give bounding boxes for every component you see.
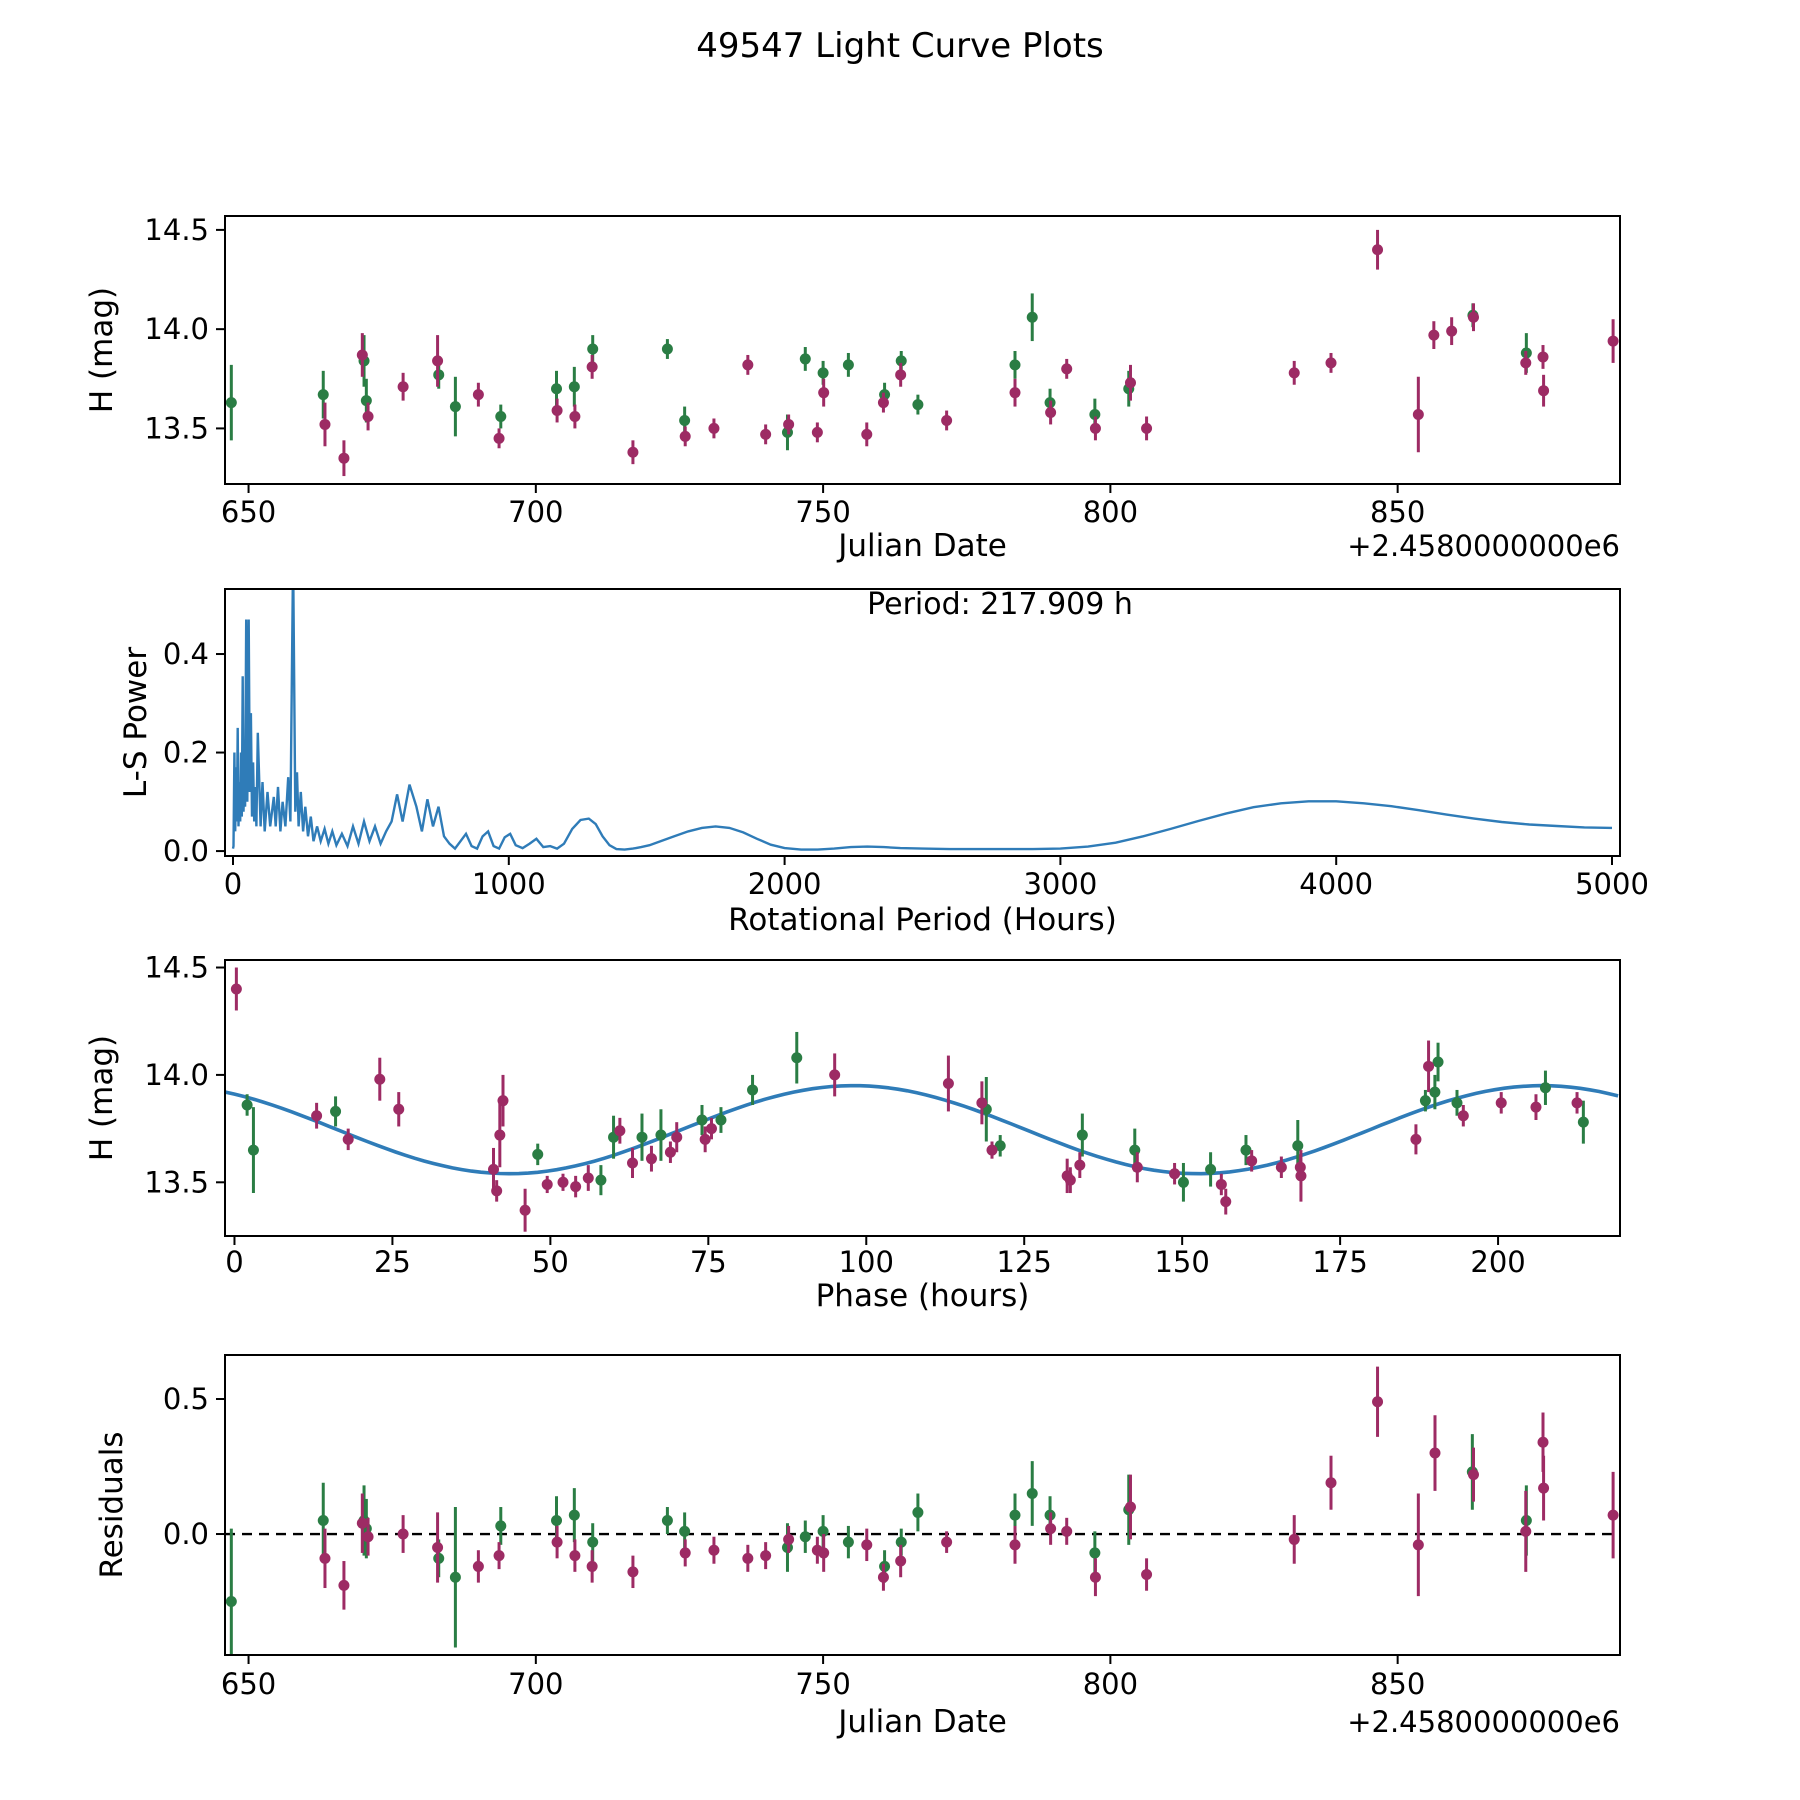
- data-point: [1530, 1102, 1541, 1113]
- data-point: [1010, 1539, 1021, 1550]
- data-point: [398, 1529, 409, 1540]
- data-point: [1538, 351, 1549, 362]
- x-tick-label: 850: [1369, 495, 1426, 529]
- axes-frame: [225, 960, 1620, 1236]
- data-point: [1428, 330, 1439, 341]
- x-tick-label: 650: [220, 1667, 277, 1701]
- data-point: [552, 1537, 563, 1548]
- data-point: [662, 344, 673, 355]
- data-point: [587, 361, 598, 372]
- data-point: [941, 415, 952, 426]
- x-tick-label: 125: [996, 1245, 1052, 1279]
- x-tick-label: 1000: [471, 867, 546, 901]
- data-point: [742, 1553, 753, 1564]
- data-point: [783, 1534, 794, 1545]
- data-point: [895, 1556, 906, 1567]
- data-point: [318, 389, 329, 400]
- y-tick-label: 0.2: [162, 735, 209, 770]
- data-point: [569, 1550, 580, 1561]
- y-tick-label: 13.5: [144, 1165, 209, 1200]
- data-point: [338, 453, 349, 464]
- data-point: [450, 1572, 461, 1583]
- plot-area-residuals: [225, 1367, 1620, 1675]
- axes-frame: [225, 216, 1620, 484]
- data-point: [1520, 1526, 1531, 1537]
- data-point: [1027, 312, 1038, 323]
- data-point: [494, 433, 505, 444]
- purple-series: [319, 1367, 1618, 1610]
- data-point: [569, 381, 580, 392]
- data-point: [357, 349, 368, 360]
- data-point: [495, 1520, 506, 1531]
- data-point: [1326, 357, 1337, 368]
- data-point: [1125, 377, 1136, 388]
- data-point: [587, 1561, 598, 1572]
- data-point: [791, 1052, 802, 1063]
- data-point: [1010, 387, 1021, 398]
- data-point: [662, 1515, 673, 1526]
- data-point: [1538, 1437, 1549, 1448]
- x-axis-label: Rotational Period (Hours): [728, 902, 1117, 938]
- x-tick-label: 25: [373, 1245, 411, 1279]
- x-tick-label: 75: [689, 1245, 727, 1279]
- data-point: [1572, 1097, 1583, 1108]
- data-point: [583, 1173, 594, 1184]
- data-point: [242, 1099, 253, 1110]
- data-point: [665, 1147, 676, 1158]
- data-point: [671, 1132, 682, 1143]
- y-tick-label: 14.0: [144, 312, 209, 347]
- data-point: [627, 1566, 638, 1577]
- data-point: [760, 1550, 771, 1561]
- purple-series: [319, 230, 1618, 476]
- data-point: [520, 1205, 531, 1216]
- data-point: [1538, 385, 1549, 396]
- data-point: [1220, 1196, 1231, 1207]
- data-point: [361, 395, 372, 406]
- data-point: [986, 1145, 997, 1156]
- data-point: [1276, 1162, 1287, 1173]
- x-tick-label: 4000: [1299, 867, 1374, 901]
- data-point: [1141, 1569, 1152, 1580]
- data-point: [1446, 326, 1457, 337]
- data-point: [1540, 1082, 1551, 1093]
- data-point: [1289, 367, 1300, 378]
- data-point: [627, 447, 638, 458]
- x-tick-label: 100: [838, 1245, 894, 1279]
- data-point: [1429, 1087, 1440, 1098]
- data-point: [319, 1553, 330, 1564]
- data-point: [655, 1130, 666, 1141]
- data-point: [760, 429, 771, 440]
- data-point: [627, 1157, 638, 1168]
- data-point: [1045, 1523, 1056, 1534]
- axes-frame: [225, 589, 1620, 856]
- data-point: [1061, 1526, 1072, 1537]
- data-point: [432, 355, 443, 366]
- x-tick-label: 800: [1082, 1667, 1139, 1701]
- data-point: [1420, 1095, 1431, 1106]
- y-axis-label: L-S Power: [118, 646, 154, 799]
- data-point: [1295, 1170, 1306, 1181]
- data-point: [1292, 1140, 1303, 1151]
- data-point: [1372, 1396, 1383, 1407]
- data-point: [473, 389, 484, 400]
- data-point: [357, 1518, 368, 1529]
- data-point: [1608, 336, 1619, 347]
- data-point: [1451, 1097, 1462, 1108]
- y-tick-label: 0.4: [162, 637, 209, 672]
- subplot-periodogram: [118, 556, 1649, 939]
- data-point: [473, 1561, 484, 1572]
- data-point: [680, 1547, 691, 1558]
- figure-title: 49547 Light Curve Plots: [696, 26, 1104, 66]
- x-tick-label: 800: [1082, 495, 1139, 529]
- data-point: [895, 369, 906, 380]
- data-point: [398, 381, 409, 392]
- data-point: [532, 1149, 543, 1160]
- y-tick-label: 0.0: [162, 1517, 209, 1552]
- data-point: [1141, 423, 1152, 434]
- data-point: [943, 1078, 954, 1089]
- data-point: [1423, 1061, 1434, 1072]
- data-point: [742, 359, 753, 370]
- x-tick-label: 5000: [1575, 867, 1649, 901]
- data-point: [1468, 1469, 1479, 1480]
- data-point: [226, 397, 237, 408]
- sinusoid-fit-curve: [225, 1086, 1618, 1174]
- y-tick-label: 14.0: [144, 1057, 209, 1092]
- subplot-residuals: [94, 1355, 1620, 1740]
- green-series: [242, 1032, 1589, 1202]
- subplot-phased: [84, 951, 1620, 1314]
- data-point: [494, 1550, 505, 1561]
- data-point: [1045, 407, 1056, 418]
- data-point: [318, 1515, 329, 1526]
- period-annotation: Period: 217.909 h: [867, 587, 1133, 622]
- data-point: [679, 1526, 690, 1537]
- data-point: [330, 1106, 341, 1117]
- data-point: [1090, 423, 1101, 434]
- y-tick-label: 14.5: [144, 212, 209, 247]
- data-point: [843, 359, 854, 370]
- data-point: [570, 1181, 581, 1192]
- data-point: [818, 367, 829, 378]
- x-tick-label: 50: [531, 1245, 569, 1279]
- x-tick-label: 200: [1470, 1245, 1526, 1279]
- data-point: [542, 1179, 553, 1190]
- data-point: [700, 1134, 711, 1145]
- data-point: [552, 405, 563, 416]
- data-point: [646, 1153, 657, 1164]
- y-axis-label: Residuals: [94, 1431, 130, 1579]
- data-point: [343, 1134, 354, 1145]
- data-point: [706, 1123, 717, 1134]
- data-point: [1132, 1162, 1143, 1173]
- x-tick-label: 2000: [747, 867, 822, 901]
- x-tick-label: 650: [220, 495, 277, 529]
- x-tick-label: 700: [508, 1667, 564, 1701]
- data-point: [338, 1580, 349, 1591]
- plot-area-lightcurve: [226, 230, 1619, 476]
- data-point: [818, 1547, 829, 1558]
- data-point: [1169, 1168, 1180, 1179]
- data-point: [363, 411, 374, 422]
- data-point: [450, 401, 461, 412]
- data-point: [800, 353, 811, 364]
- data-point: [587, 1537, 598, 1548]
- data-point: [1578, 1117, 1589, 1128]
- data-point: [941, 1537, 952, 1548]
- data-point: [495, 411, 506, 422]
- data-point: [636, 1132, 647, 1143]
- data-point: [363, 1531, 374, 1542]
- x-offset-text: +2.4580000000e6: [1347, 529, 1620, 563]
- y-tick-label: 13.5: [144, 411, 209, 446]
- data-point: [812, 427, 823, 438]
- data-point: [912, 1507, 923, 1518]
- green-series: [226, 1434, 1532, 1674]
- x-tick-label: 0: [225, 1245, 244, 1279]
- data-point: [861, 429, 872, 440]
- data-point: [488, 1164, 499, 1175]
- data-point: [595, 1175, 606, 1186]
- data-point: [878, 1572, 889, 1583]
- data-point: [783, 419, 794, 430]
- data-point: [319, 419, 330, 430]
- data-point: [1410, 1134, 1421, 1145]
- data-point: [1538, 1483, 1549, 1494]
- data-point: [679, 415, 690, 426]
- y-tick-label: 14.5: [144, 950, 209, 985]
- y-tick-label: 0.5: [162, 1382, 209, 1417]
- data-point: [1065, 1175, 1076, 1186]
- y-axis-label: H (mag): [84, 286, 120, 414]
- x-axis-label: Phase (hours): [815, 1278, 1030, 1314]
- data-point: [558, 1177, 569, 1188]
- subplot-lightcurve: [84, 213, 1620, 564]
- y-tick-label: 0.0: [162, 834, 209, 869]
- data-point: [569, 411, 580, 422]
- x-tick-label: 850: [1369, 1667, 1426, 1701]
- data-point: [432, 1542, 443, 1553]
- data-point: [1468, 312, 1479, 323]
- data-point: [248, 1145, 259, 1156]
- data-point: [1520, 357, 1531, 368]
- data-point: [497, 1095, 508, 1106]
- data-point: [1458, 1110, 1469, 1121]
- data-point: [747, 1084, 758, 1095]
- data-point: [1289, 1534, 1300, 1545]
- data-point: [551, 383, 562, 394]
- data-point: [697, 1115, 708, 1126]
- x-axis-label: Julian Date: [838, 528, 1007, 564]
- data-point: [1027, 1488, 1038, 1499]
- data-point: [1061, 363, 1072, 374]
- data-point: [614, 1125, 625, 1136]
- data-point: [1429, 1448, 1440, 1459]
- data-point: [708, 423, 719, 434]
- x-tick-label: 750: [795, 495, 851, 529]
- purple-series: [231, 968, 1583, 1232]
- data-point: [1205, 1164, 1216, 1175]
- data-point: [1433, 1057, 1444, 1068]
- data-point: [818, 387, 829, 398]
- x-tick-label: 700: [508, 495, 564, 529]
- data-point: [1074, 1160, 1085, 1171]
- plot-area-phased: [225, 968, 1618, 1232]
- x-tick-label: 0: [223, 867, 243, 901]
- data-point: [843, 1537, 854, 1548]
- data-point: [1326, 1477, 1337, 1488]
- data-point: [1413, 409, 1424, 420]
- data-point: [374, 1074, 385, 1085]
- data-point: [1413, 1539, 1424, 1550]
- data-point: [976, 1097, 987, 1108]
- data-point: [1216, 1179, 1227, 1190]
- x-axis-label: Julian Date: [838, 1704, 1007, 1740]
- data-point: [587, 344, 598, 355]
- x-tick-label: 175: [1312, 1245, 1368, 1279]
- data-point: [494, 1130, 505, 1141]
- y-axis-label: H (mag): [84, 1034, 120, 1162]
- data-point: [226, 1596, 237, 1607]
- x-offset-text: +2.4580000000e6: [1347, 1705, 1620, 1739]
- data-point: [829, 1069, 840, 1080]
- data-point: [912, 399, 923, 410]
- data-point: [393, 1104, 404, 1115]
- data-point: [1090, 1572, 1101, 1583]
- data-point: [1240, 1145, 1251, 1156]
- data-point: [1372, 244, 1383, 255]
- data-point: [1010, 359, 1021, 370]
- data-point: [1010, 1510, 1021, 1521]
- x-tick-label: 3000: [1023, 867, 1098, 901]
- data-point: [311, 1110, 322, 1121]
- data-point: [1089, 1547, 1100, 1558]
- data-point: [491, 1185, 502, 1196]
- data-point: [1125, 1502, 1136, 1513]
- data-point: [1246, 1155, 1257, 1166]
- data-point: [569, 1510, 580, 1521]
- x-tick-label: 750: [795, 1667, 851, 1701]
- axes-frame: [225, 1355, 1620, 1655]
- data-point: [680, 431, 691, 442]
- data-point: [1077, 1130, 1088, 1141]
- data-point: [708, 1545, 719, 1556]
- data-point: [1178, 1177, 1189, 1188]
- data-point: [800, 1531, 811, 1542]
- data-point: [231, 983, 242, 994]
- data-point: [878, 397, 889, 408]
- data-point: [1608, 1510, 1619, 1521]
- green-series: [226, 293, 1532, 450]
- data-point: [861, 1539, 872, 1550]
- data-point: [715, 1115, 726, 1126]
- x-tick-label: 150: [1154, 1245, 1210, 1279]
- data-point: [551, 1515, 562, 1526]
- data-point: [1496, 1097, 1507, 1108]
